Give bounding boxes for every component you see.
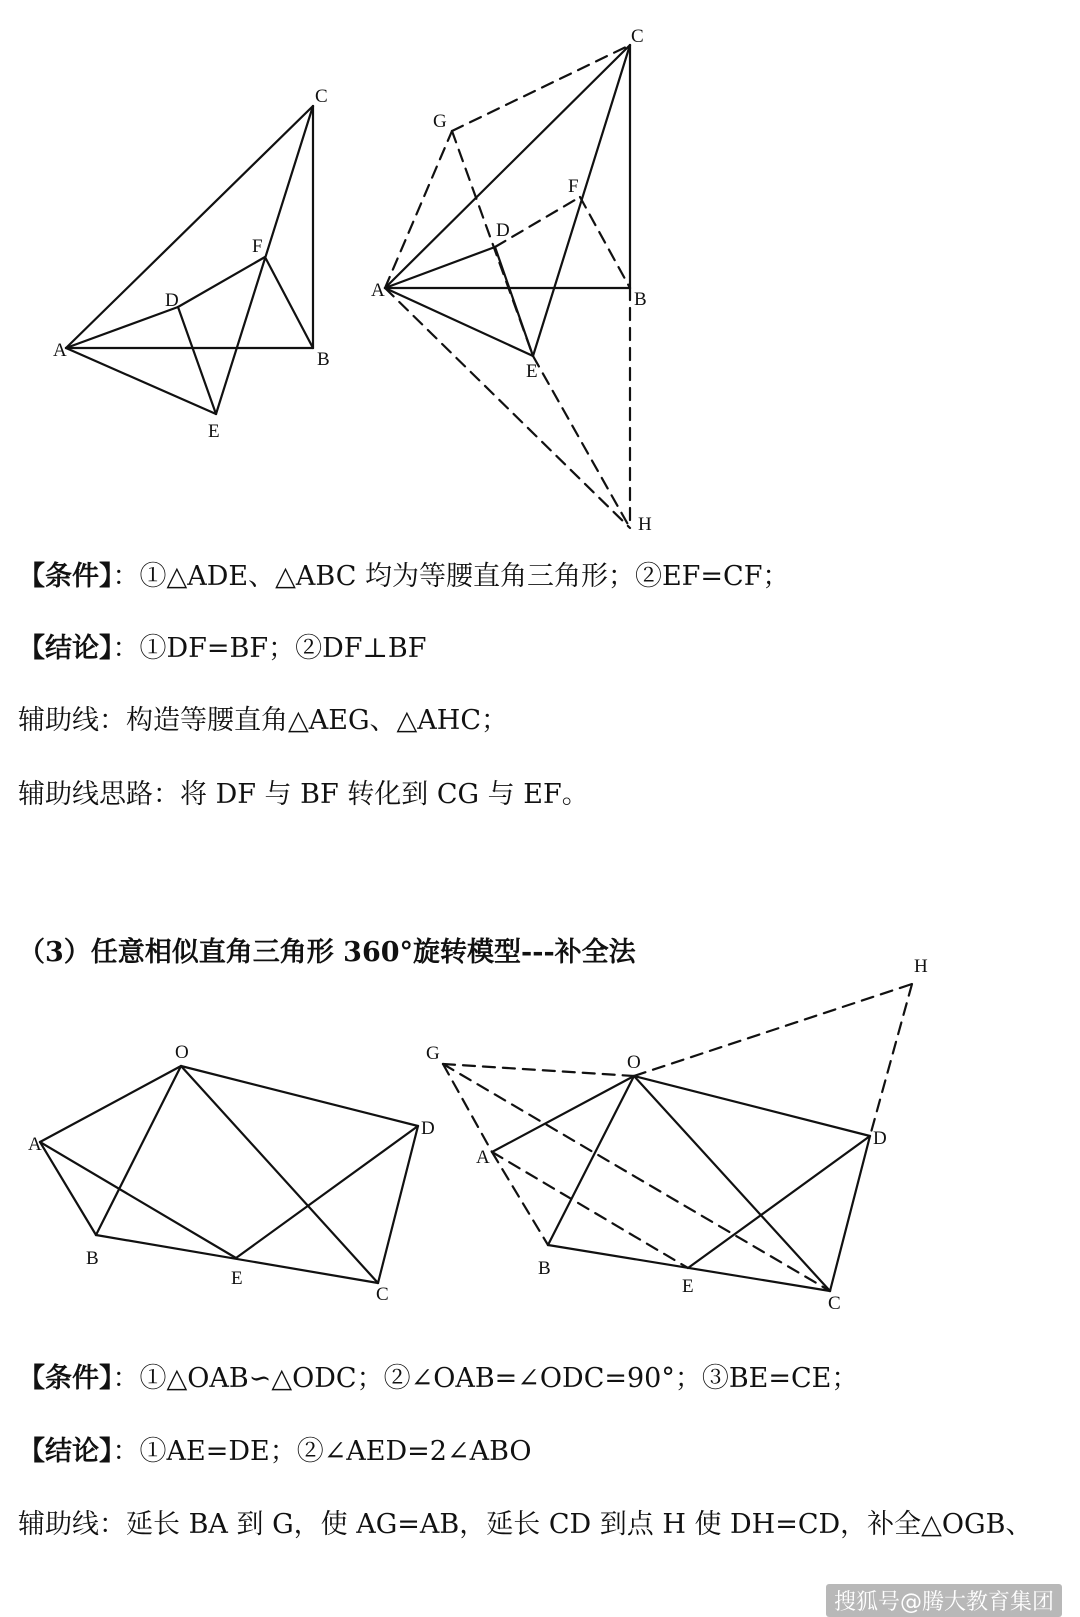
condition-tag-3: 【条件】 xyxy=(18,1363,113,1394)
fig4-label-d: D xyxy=(873,1128,887,1149)
fig4-label-h: H xyxy=(914,956,928,977)
fig3-label-d: D xyxy=(421,1118,435,1139)
condition-text: ：①△ADE、△ABC 均为等腰直角三角形；②EF=CF； xyxy=(112,561,790,592)
fig2-label-g: G xyxy=(433,111,447,132)
fig1-label-c: C xyxy=(315,86,328,107)
figure-1 xyxy=(66,106,313,414)
conclusion-tag-3: 【结论】 xyxy=(18,1436,113,1467)
fig1-label-a: A xyxy=(53,340,67,361)
fig2-label-d: D xyxy=(496,220,510,241)
fig1-label-e: E xyxy=(208,421,220,442)
fig2-label-a: A xyxy=(371,280,385,301)
fig3-label-b: B xyxy=(86,1248,99,1269)
condition-text-3: ：①△OAB∽△ODC；②∠OAB=∠ODC=90°；③BE=CE； xyxy=(112,1363,859,1394)
fig4-label-c: C xyxy=(828,1293,841,1314)
condition-line-2 xyxy=(18,560,789,594)
watermark: 搜狐号@腾大教育集团 xyxy=(826,1584,1062,1617)
fig1-label-b: B xyxy=(317,349,330,370)
fig3-label-c: C xyxy=(376,1284,389,1305)
section-3-heading: （3）任意相似直角三角形 360°旋转模型---补全法 xyxy=(18,937,636,968)
aux-line-3: 辅助线：延长 BA 到 G，使 AG=AB，延长 CD 到点 H 使 DH=CD，补全△OGB、 xyxy=(18,1509,1033,1540)
fig3-label-o: O xyxy=(175,1042,189,1063)
figure-2 xyxy=(385,45,630,528)
aux-line-2: 辅助线：构造等腰直角△AEG、△AHC； xyxy=(18,705,509,736)
aux-idea-2: 辅助线思路：将 DF 与 BF 转化到 CG 与 EF。 xyxy=(18,779,589,810)
fig1-label-f: F xyxy=(252,236,263,257)
conclusion-text: ：①DF=BF；②DF⊥BF xyxy=(112,633,427,664)
fig4-label-b: B xyxy=(538,1258,551,1279)
fig2-label-h: H xyxy=(638,514,652,535)
fig4-label-e: E xyxy=(682,1276,694,1297)
conclusion-line-3 xyxy=(18,1435,532,1469)
fig2-label-e: E xyxy=(526,361,538,382)
fig2-label-f: F xyxy=(568,176,579,197)
conclusion-text-3: ：①AE=DE；②∠AED=2∠ABO xyxy=(112,1436,532,1467)
fig4-label-a: A xyxy=(476,1147,490,1168)
figure-4 xyxy=(443,984,912,1291)
fig1-label-d: D xyxy=(165,290,179,311)
fig2-label-b: B xyxy=(634,289,647,310)
fig3-label-a: A xyxy=(28,1134,42,1155)
condition-tag: 【条件】 xyxy=(18,561,113,592)
conclusion-line-2 xyxy=(18,632,426,666)
fig2-label-c: C xyxy=(631,26,644,47)
condition-line-3 xyxy=(18,1362,858,1396)
fig3-label-e: E xyxy=(231,1268,243,1289)
fig4-label-g: G xyxy=(426,1043,440,1064)
conclusion-tag: 【结论】 xyxy=(18,633,113,664)
fig4-label-o: O xyxy=(627,1052,641,1073)
